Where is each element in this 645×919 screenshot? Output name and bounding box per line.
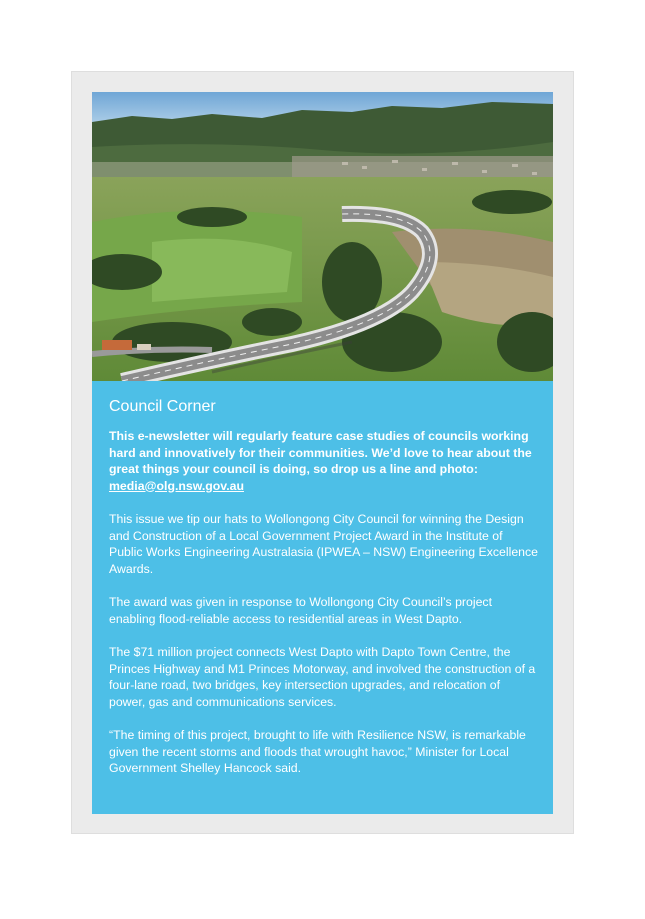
- article-paragraph: The award was given in response to Wollongong City Council’s project enabling flood-reliable access to residential areas in West Dapto.: [109, 595, 492, 626]
- article-paragraph: “The timing of this project, brought to life with Resilience NSW, is remarkable given the recent storms and floods that wrought havoc,” Minister for Local Government Shelley Hancock said.: [109, 728, 526, 775]
- hero-image: [92, 92, 553, 381]
- article-paragraph: The $71 million project connects West Dapto with Dapto Town Centre, the Princes Highway and M1 Princes Motorway, and involved the construction of a four-lane road, two bridges, key intersection upgrades, and relocation of power, gas and communications services.: [109, 645, 536, 709]
- article-paragraph: This issue we tip our hats to Wollongong City Council for winning the Design and Construction of a Local Government Project Award in the Institute of Public Works Engineering Australasia (IPWEA – NSW) Engineering Excellence Awards.: [109, 512, 538, 576]
- email-link[interactable]: media@olg.nsw.gov.au: [109, 478, 244, 493]
- newsletter-card: [92, 92, 553, 814]
- aerial-motorway-photo-icon: [92, 92, 553, 381]
- section-title: Council Corner: [109, 398, 216, 415]
- intro-paragraph: [109, 428, 539, 494]
- article-content: [109, 397, 539, 794]
- intro-text: This e-newsletter will regularly feature case studies of councils working hard and innovatively for their communities. We’d love to hear about the great things your council is doing, so drop us a line and photo:: [109, 429, 532, 476]
